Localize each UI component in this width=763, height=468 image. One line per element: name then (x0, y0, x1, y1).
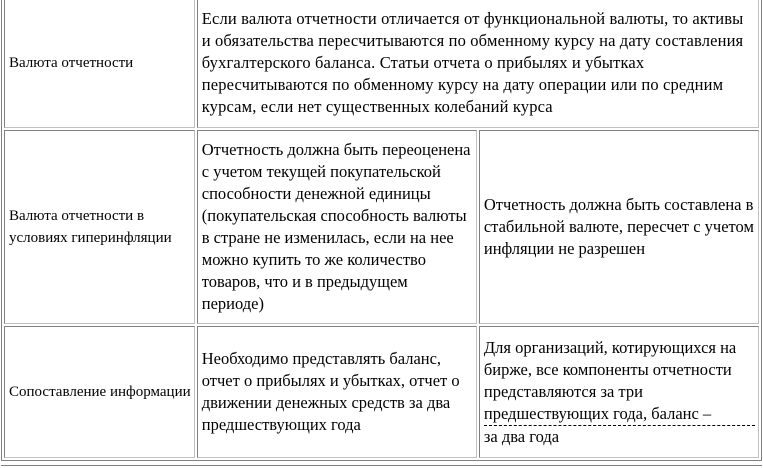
table-row (4, 326, 759, 458)
row-label-cell (4, 0, 195, 128)
cell-text: Необходимо представлять баланс, отчет о прибылях и убытках, отчет о движении денежных средств за два предшествующих года (201, 349, 460, 434)
content-cell (197, 130, 477, 324)
merged-content-cell (197, 0, 759, 128)
cell-text: Отчетность должна быть составлена в стабильной валюте, пересчет с учетом инфляции не разрешен (483, 195, 754, 258)
cell-text: Для организаций, котирующихся на бирже, все компоненты отчетности представляются за три предшествующих года, баланс – (484, 337, 755, 426)
content-cell (479, 326, 759, 458)
table-row (4, 130, 759, 324)
cell-text: Если валюта отчетности отличается от функциональной валюты, то активы и обязательства пересчитываются по обменному курсу на дату составления бухгалтерского баланса. Статьи отчета о прибылях и убытках пересчитываются по обменному курсу на дату операции или по средним курсам, если нет существенных колебаний курса (201, 8, 744, 116)
table-row (4, 0, 759, 128)
comparison-table (1, 0, 762, 461)
cell-text-tail: за два года (483, 426, 560, 446)
row-label: Сопоставление информации (9, 384, 191, 400)
content-cell (479, 130, 759, 324)
row-label-cell (4, 326, 195, 458)
row-label: Валюта отчетности (9, 54, 134, 71)
row-label: Валюта отчетности в условиях гиперинфляции (9, 208, 172, 246)
content-cell (197, 326, 477, 458)
cell-text: Отчетность должна быть переоценена с учетом текущей покупательской способности денежной единицы (покупательская способность валюты в стране не изменилась, если на нее можно купить то же количество товаров, что и в предыдущем периоде) (201, 140, 471, 313)
row-label-cell (4, 130, 195, 324)
